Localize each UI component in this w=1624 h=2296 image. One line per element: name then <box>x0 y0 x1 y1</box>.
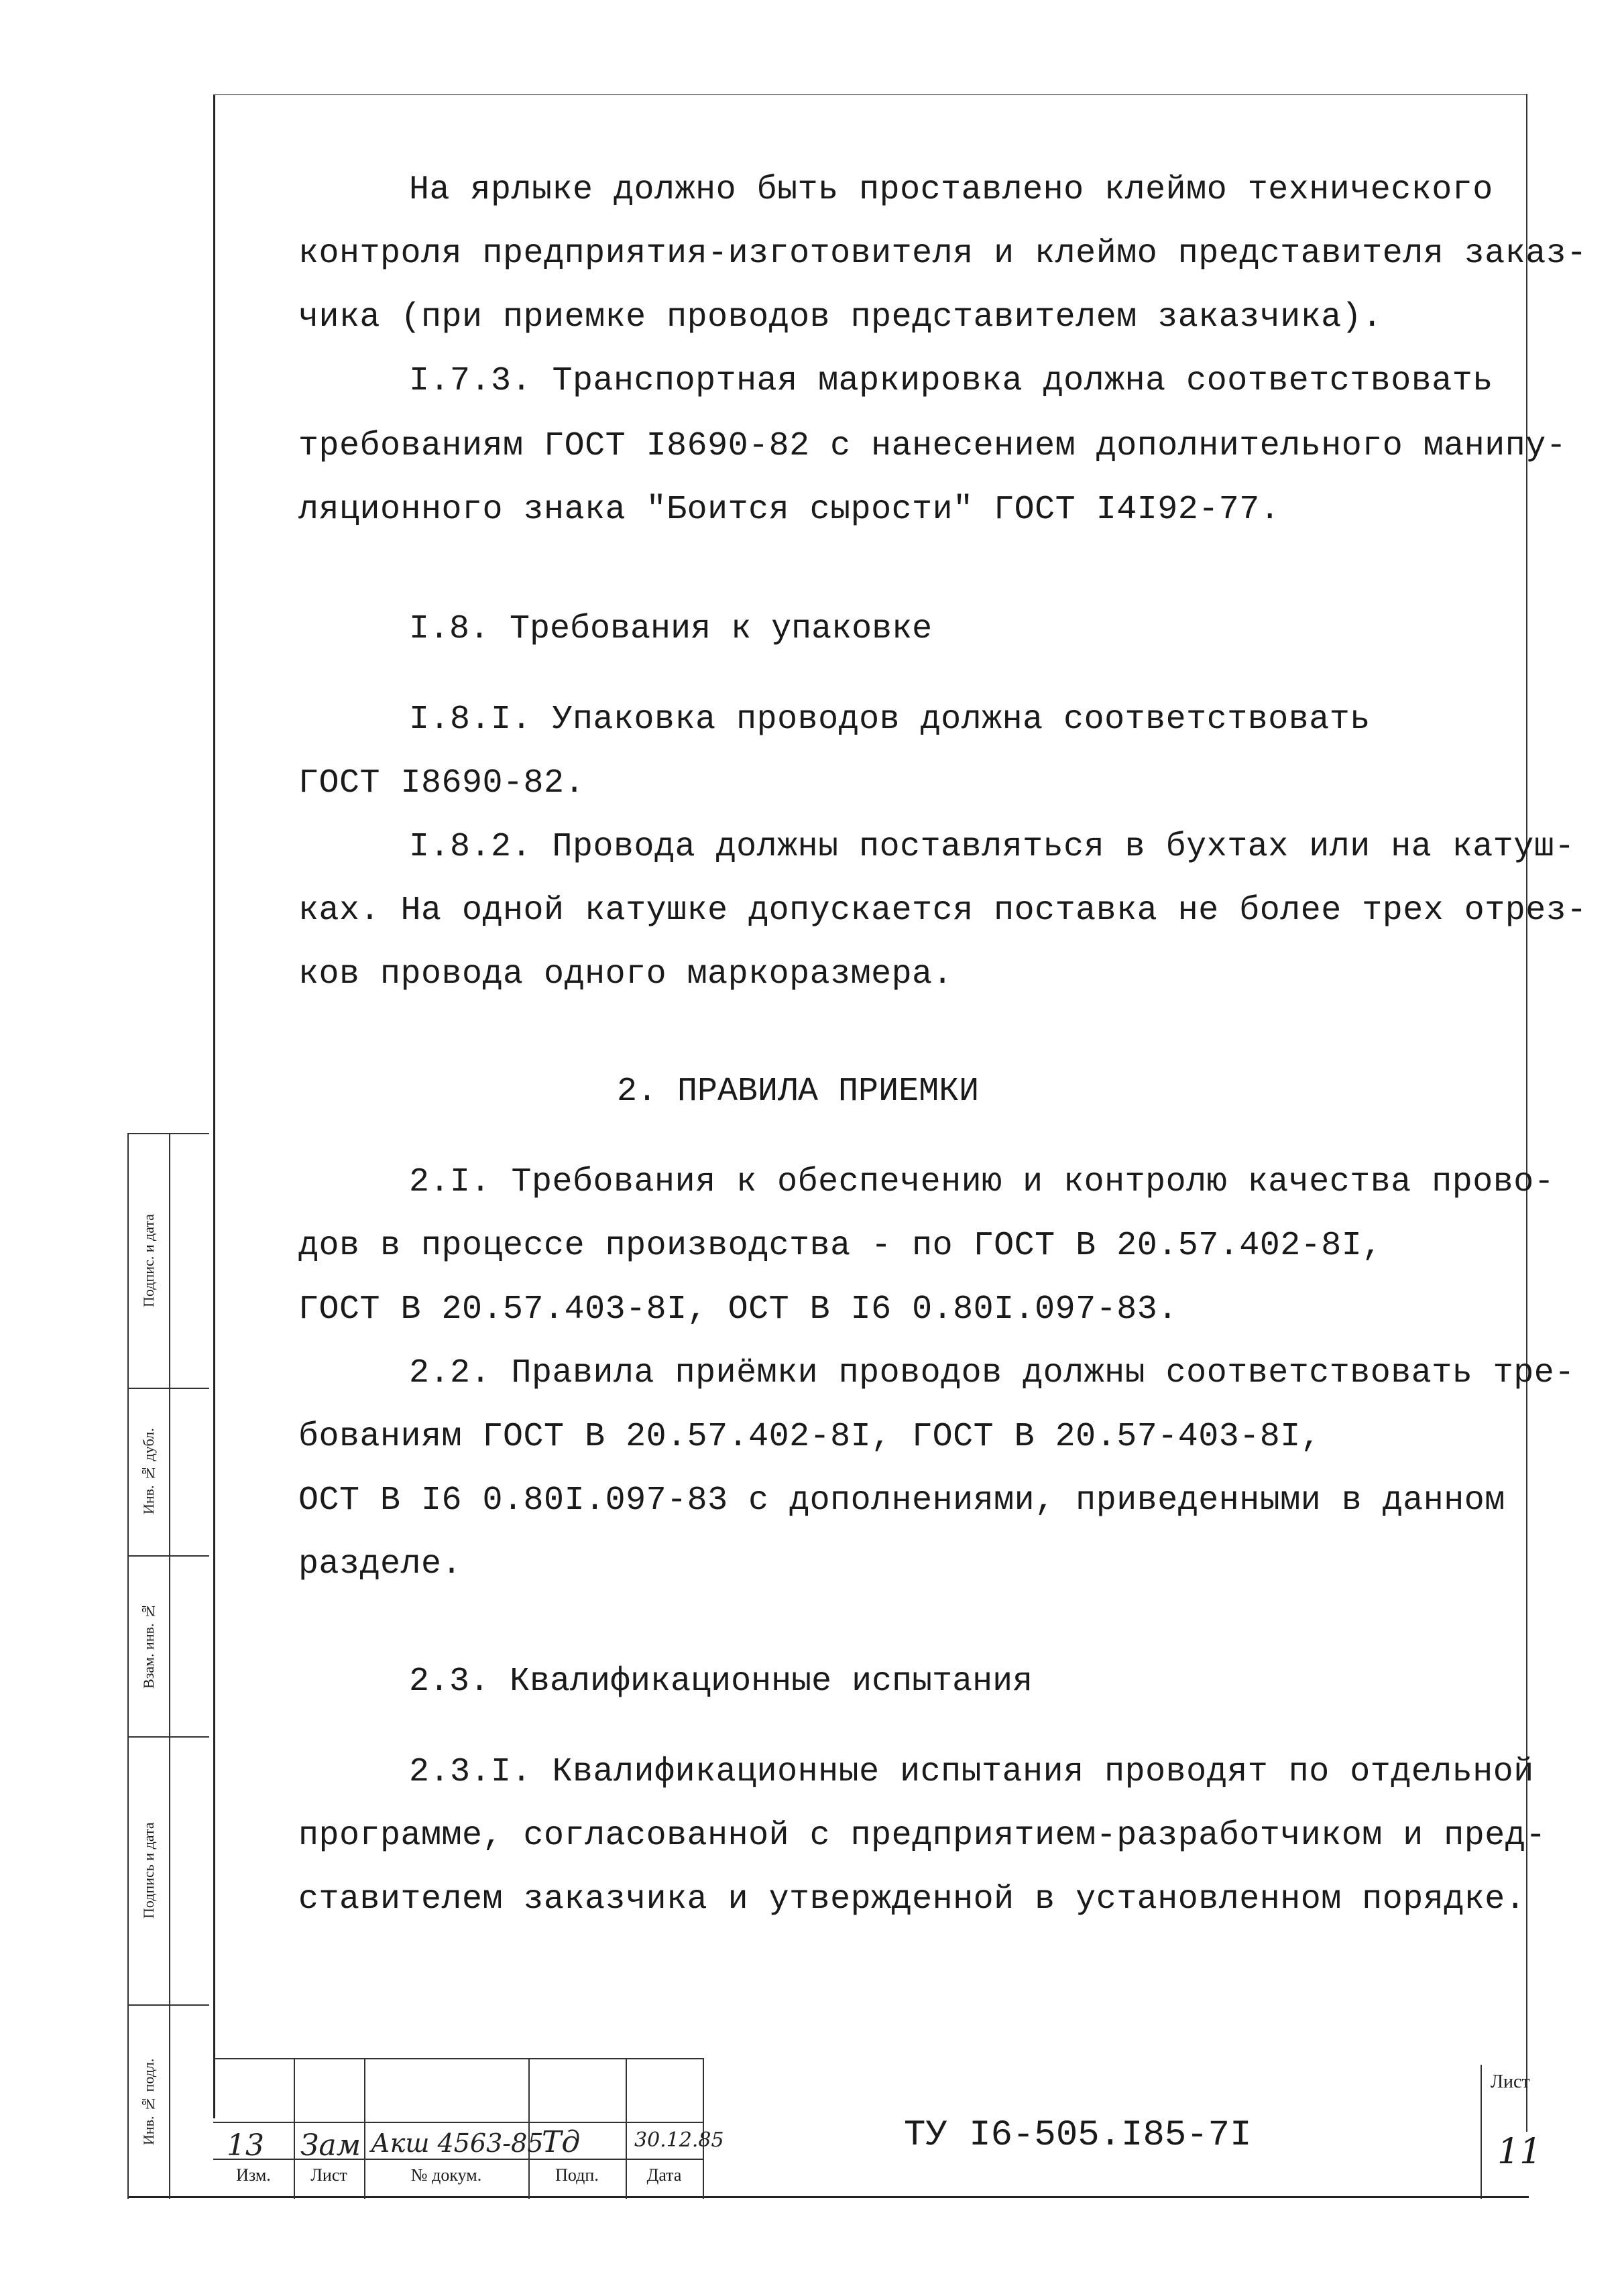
text-line: 2.2. Правила приёмки проводов должны соответствовать тре- <box>409 1354 1575 1392</box>
side-stamp-label: Взам. инв. № <box>140 1603 157 1689</box>
title-block-line <box>213 2058 703 2059</box>
side-stamp-row-line <box>129 2004 209 2006</box>
text-line: требованиям ГОСТ I8690-82 с нанесением дополнительного манипу- <box>298 427 1567 465</box>
text-line: I.8.2. Провода должны поставляться в бухтах или на катуш- <box>409 828 1575 866</box>
text-line: ставителем заказчика и утвержденной в установленном порядке. <box>298 1880 1526 1919</box>
sheet-label: Лист <box>1491 2071 1530 2092</box>
col-label-sheet: Лист <box>310 2165 347 2185</box>
text-line: разделе. <box>298 1545 463 1583</box>
side-stamp-row-line <box>129 1736 209 1738</box>
title-block-line <box>213 2122 703 2123</box>
change-number: 13 <box>227 2128 264 2163</box>
text-line: 2.3.I. Квалификационные испытания проводят по отдельной <box>409 1753 1534 1791</box>
sheet-number: 11 <box>1497 2132 1542 2172</box>
text-line: ках. На одной катушке допускается поставка не более трех отрез- <box>298 892 1587 930</box>
text-line: программе, согласованной с предприятием-разработчиком и пред- <box>298 1817 1546 1855</box>
side-stamp-label: Инв. № подл. <box>140 2058 157 2145</box>
side-stamp <box>127 1133 209 2199</box>
side-stamp-row-line <box>129 1555 209 1557</box>
side-stamp-label: Подпис. и дата <box>140 1213 157 1307</box>
text-line: бованиям ГОСТ В 20.57.402-8I, ГОСТ В 20.57-403-8I, <box>298 1418 1322 1456</box>
text-line: ков провода одного маркоразмера. <box>298 955 953 993</box>
col-label-change: Изм. <box>236 2165 271 2185</box>
document-entry: Акш 4563-85 <box>371 2128 544 2158</box>
text-line: I.7.3. Транспортная маркировка должна соответствовать <box>409 362 1493 400</box>
side-stamp-divider <box>169 1133 170 2199</box>
side-stamp-row-line <box>129 1133 209 1134</box>
sheet-entry: Зам <box>300 2128 361 2163</box>
title-block <box>213 2058 1542 2199</box>
text-line: ГОСТ В 20.57.403-8I, ОСТ В I6 0.80I.097-83. <box>298 1290 1178 1329</box>
text-line: На ярлыке должно быть проставлено клеймо технического <box>409 171 1493 209</box>
col-label-signature: Подп. <box>555 2165 599 2185</box>
signature: Тд <box>542 2125 581 2159</box>
side-stamp-label: Подпись и дата <box>140 1822 157 1919</box>
section-heading: I.8. Требования к упаковке <box>409 610 933 648</box>
text-line: I.8.I. Упаковка проводов должна соответствовать <box>409 701 1371 739</box>
col-label-date: Дата <box>646 2165 682 2185</box>
text-line: контроля предприятия-изготовителя и клеймо представителя заказ- <box>298 235 1587 273</box>
section-heading: 2. ПРАВИЛА ПРИЕМКИ <box>617 1073 980 1111</box>
text-line: 2.I. Требования к обеспечению и контролю качества прово- <box>409 1163 1555 1201</box>
document-code: ТУ I6-505.I85-7I <box>904 2115 1252 2156</box>
side-stamp-row-line <box>129 1388 209 1389</box>
text-line: чика (при приемке проводов представителем заказчика). <box>298 298 1383 337</box>
section-heading: 2.3. Квалификационные испытания <box>409 1663 1033 1701</box>
text-line: ляционного знака "Боится сырости" ГОСТ I4I92-77. <box>298 491 1281 529</box>
date-entry: 30.12.85 <box>634 2128 724 2152</box>
text-line: дов в процессе производства - по ГОСТ В 20.57.402-8I, <box>298 1227 1383 1265</box>
text-line: ГОСТ I8690-82. <box>298 764 585 802</box>
side-stamp-label: Инв. № дубл. <box>140 1428 157 1515</box>
title-block-line <box>1481 2065 1482 2199</box>
text-line: ОСТ В I6 0.80I.097-83 с дополнениями, приведенными в данном <box>298 1482 1505 1520</box>
col-label-document: № докум. <box>410 2165 482 2185</box>
title-block-line <box>213 2159 703 2160</box>
